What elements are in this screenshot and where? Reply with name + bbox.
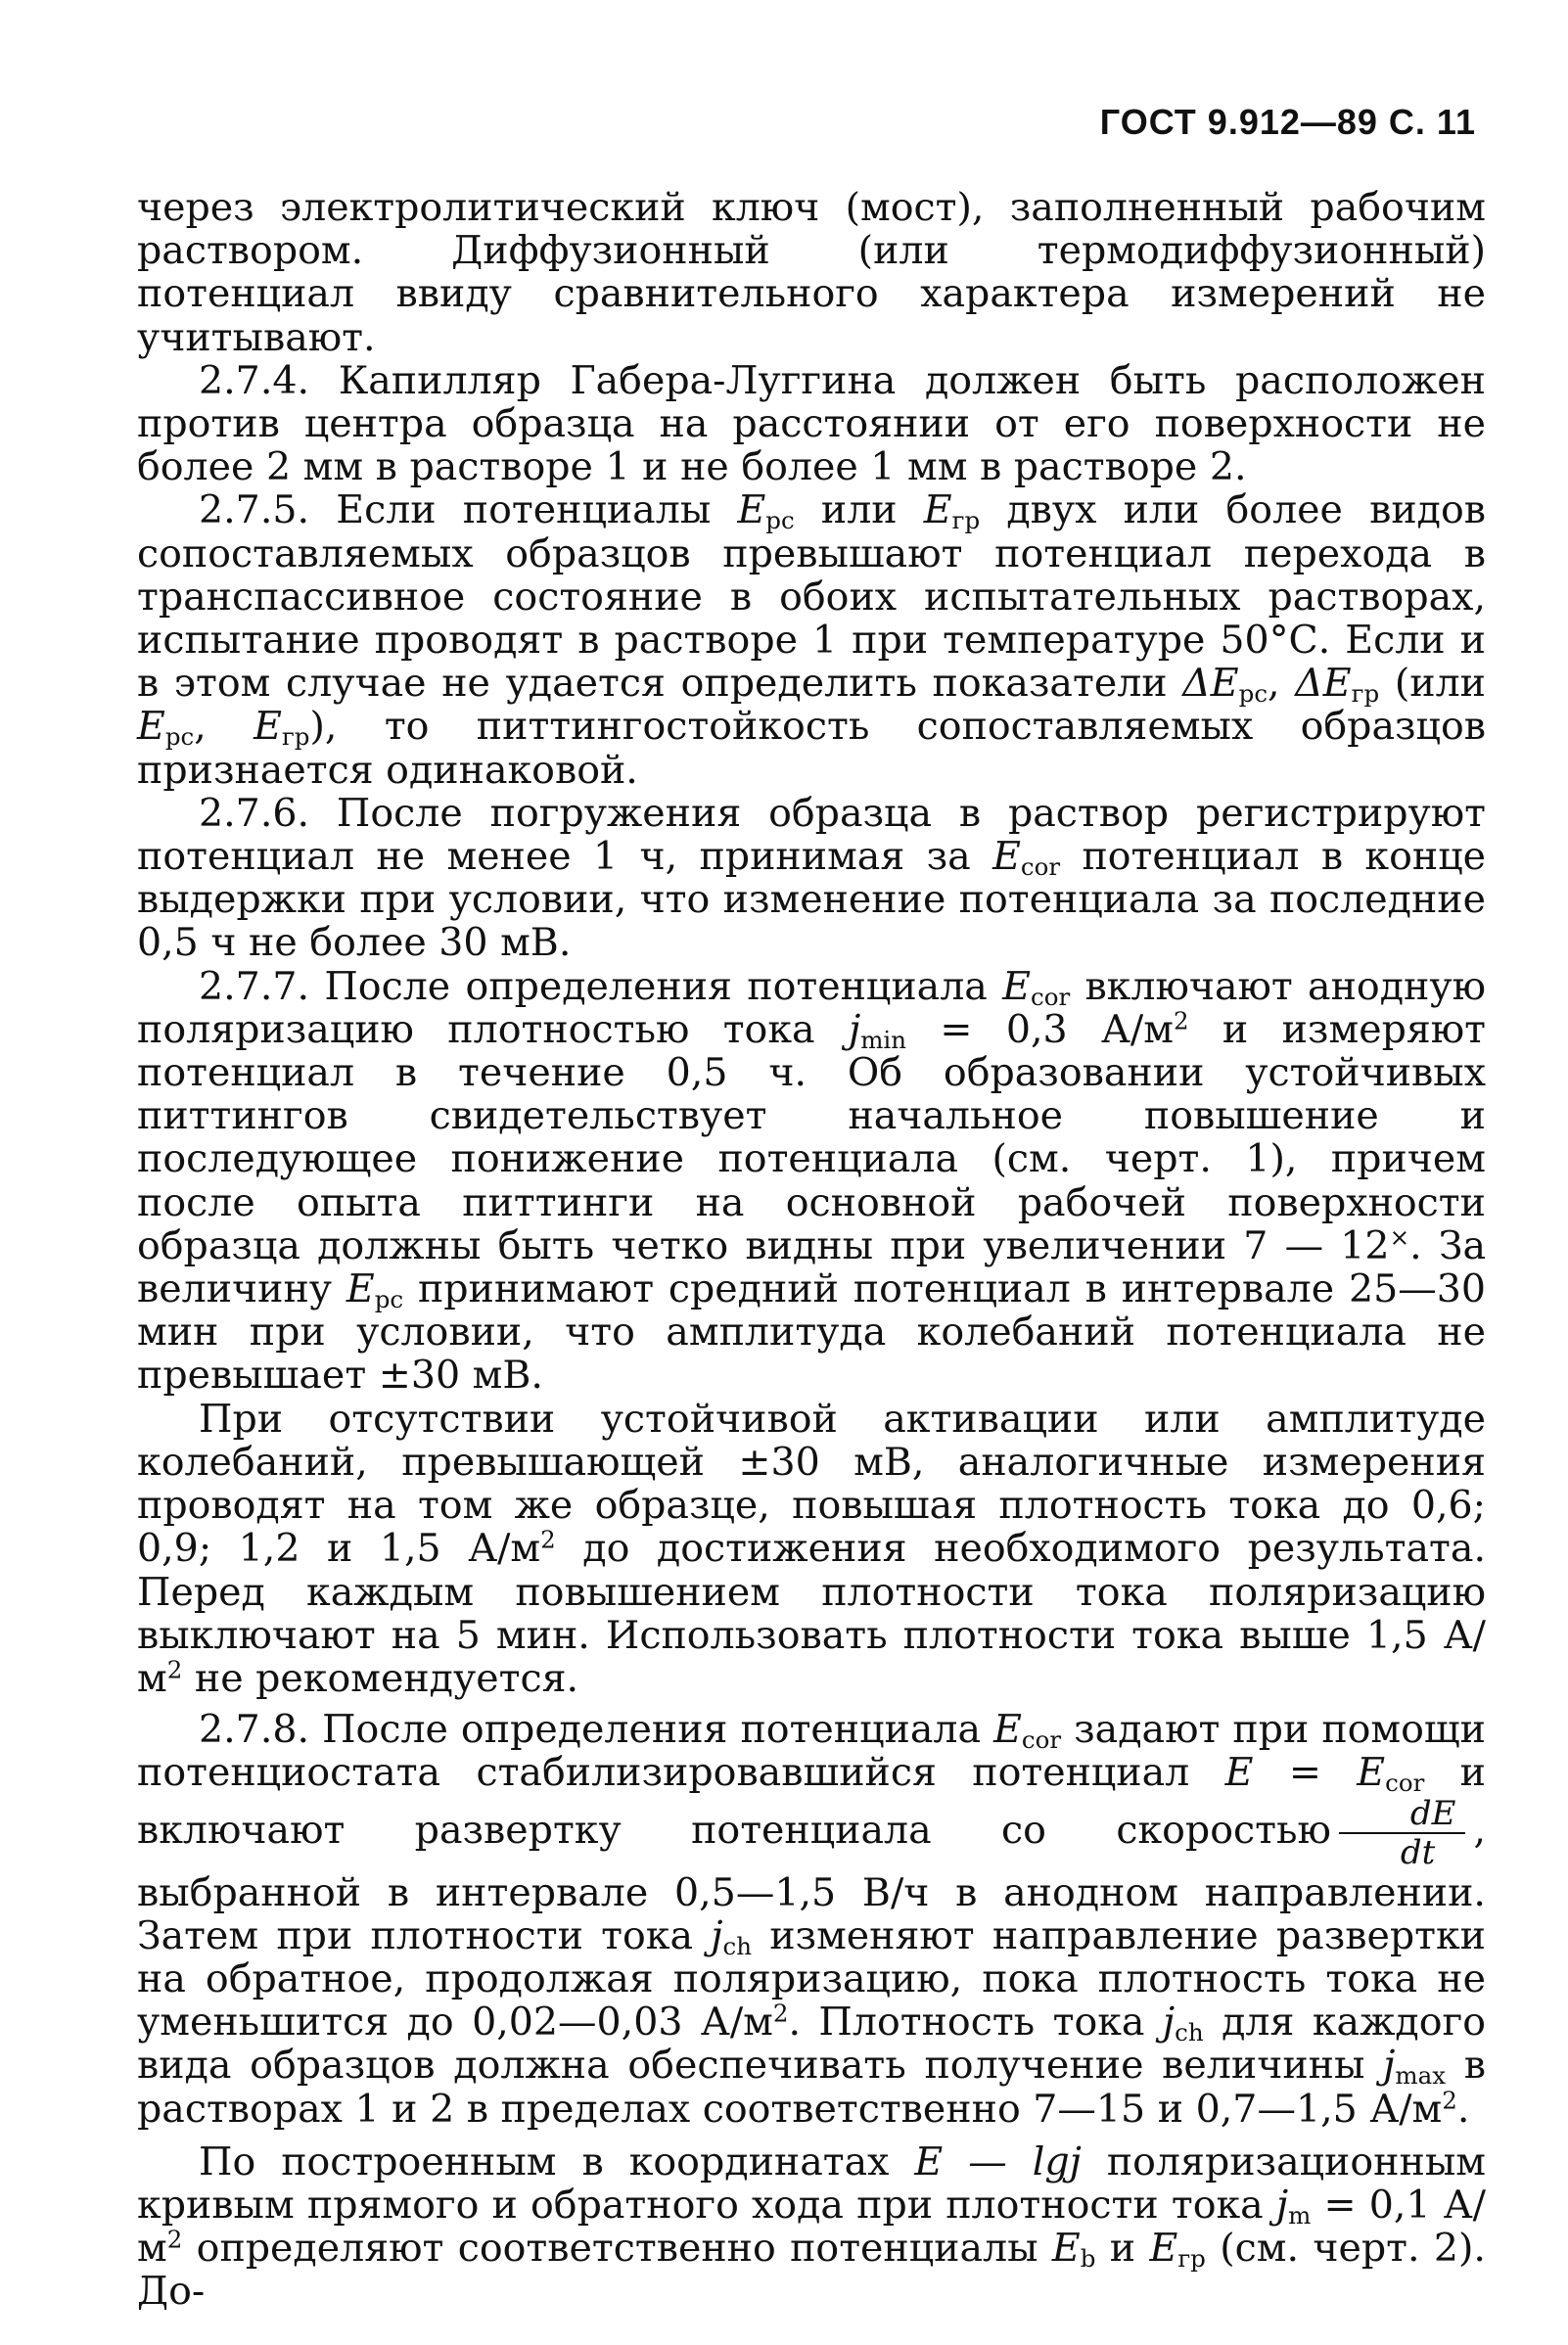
document-body [137,186,1486,2314]
paragraph-2-7-4: 2.7.4. Капилляр Габера-Луггина должен быть расположен против центра образца на расстоянии от его поверхности не более 2 мм в растворе 1 и не более 1 мм в растворе 2. [137,357,1486,490]
paragraph-continuation: через электролитический ключ (мост), заполненный рабочим раствором. Диффузионный (или термодиффузионный) потенциал ввиду сравнительного характера измерений не учитывают. [137,185,1486,360]
paragraph-2-7-8: 2.7.8. После определения потенциала $E_{cor}$ задают при помощи потенциостата стабилизировавшийся потенциал $E = E_{cor}$ и включают развертку потенциала со скоростью $\frac{dE}{dt}$ , выбранной в интервале 0,5—1,5 В/ч в анодном направлении. Затем при плотности тока $j_{ch}$ изменяют направление развертки на обратное, продолжая поляризацию, пока плотность тока не уменьшится до 0,02—0,03 $А/м^2$. Плотность тока $j_{ch}$ для каждого вида образцов должна обеспечивать получение величины $j_{max}$ в растворах 1 и 2 в пределах соответственно 7—15 и 0,7—1,5 $А/м^2$. [137,1707,1487,2132]
paragraph-2-7-6: 2.7.6. После погружения образца в раствор регистрируют потенциал не менее 1 ч, принимая за $E_{cor}$ потенциал в конце выдержки при условии, что изменение потенциала за последние 0,5 ч не более 30 мВ. [137,790,1486,966]
paragraph-activation: При отсутствии устойчивой активации или амплитуде колебаний, превышающей ±30 мВ, аналогичные измерения проводят на том же образце, повышая плотность тока до 0,6; 0,9; 1,2 и 1,5 $А/м^2$ до достижения необходимого результата. Перед каждым повышением плотности тока поляризацию выключают на 5 мин. Использовать плотности тока выше 1,5 $А/м^2$ не рекомендуется. [137,1396,1486,1701]
paragraph-2-7-7: 2.7.7. После определения потенциала $E_{cor}$ включают анодную поляризацию плотностью тока $j_{min} = 0,3$ $А/м^2$ и измеряют потенциал в течение 0,5 ч. Об образовании устойчивых питтингов свидетельствует начальное повышение и последующее понижение потенциала (см. черт. 1), причем после опыта питтинги на основной рабочей поверхности образца должны быть четко видны при увеличении 7 — 12×. За величину $E_{рс}$ принимают средний потенциал в интервале 25—30 мин при условии, что амплитуда колебаний потенциала не превышает ±30 мВ. [137,963,1487,1399]
paragraph-coordinates: По построенным в координатах E — lgj поляризационным кривым прямого и обратного хода при плотности тока $j_m = 0,1$ $А/м^2$ определяют соответственно потенциалы $E_b$ и $E_{гр}$ (см. черт. 2). До- [137,2138,1486,2315]
fraction-dE-dt: $\frac{dE}{dt}$ [1339,1795,1466,1871]
paragraph-2-7-5: 2.7.5. Если потенциалы $E_{рс}$ или $E_{гр}$ двух или более видов сопоставляемых образцов превышают потенциал перехода в транспассивное состояние в обоих испытательных растворах, испытание проводят в растворе 1 при температуре 50°С. Если и в этом случае не удается определить показатели $\Delta E_{рс}$, $\Delta E_{гр}$ (или $E_{рс}$, $E_{гр}$), то питтингостойкость сопоставляемых образцов признается одинаковой. [137,487,1487,793]
page-header: ГОСТ 9.912—89 С. 11 [1099,102,1476,142]
